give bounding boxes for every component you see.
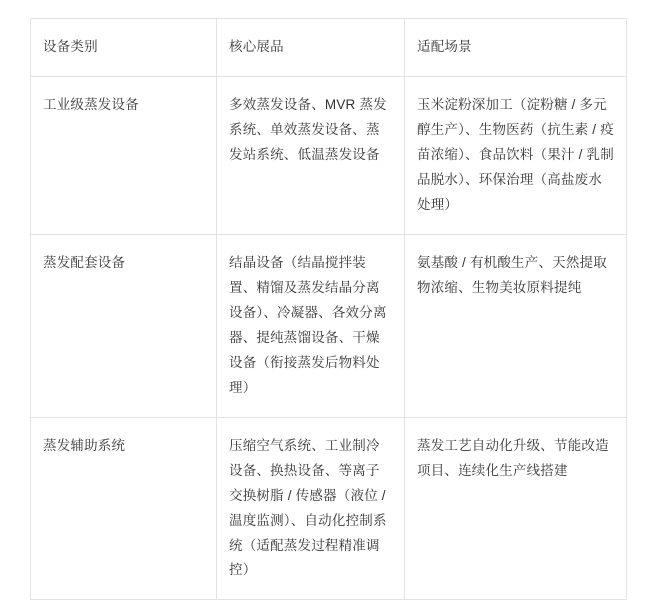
cell-scenarios: 氨基酸 / 有机酸生产、天然提取物浓缩、生物美妆原料提纯	[405, 234, 627, 417]
cell-products: 多效蒸发设备、MVR 蒸发系统、单效蒸发设备、蒸发站系统、低温蒸发设备	[217, 76, 405, 234]
column-header-category: 设备类别	[31, 19, 217, 77]
cell-products: 结晶设备（结晶搅拌装置、精馏及蒸发结晶分离设备）、冷凝器、各效分离器、提纯蒸馏设备、干燥设备（衔接蒸发后物料处理）	[217, 234, 405, 417]
column-header-products: 核心展品	[217, 19, 405, 77]
cell-scenarios: 玉米淀粉深加工（淀粉糖 / 多元醇生产）、生物医药（抗生素 / 疫苗浓缩）、食品饮料（果汁 / 乳制品脱水）、环保治理（高盐废水处理）	[405, 76, 627, 234]
equipment-spec-table	[30, 18, 627, 600]
table-row	[31, 417, 627, 600]
table-header	[31, 19, 627, 77]
cell-category: 蒸发配套设备	[31, 234, 217, 417]
table-body	[31, 76, 627, 599]
cell-category: 蒸发辅助系统	[31, 417, 217, 600]
cell-products: 压缩空气系统、工业制冷设备、换热设备、等离子交换树脂 / 传感器（液位 / 温度监测）、自动化控制系统（适配蒸发过程精准调控）	[217, 417, 405, 600]
cell-scenarios: 蒸发工艺自动化升级、节能改造项目、连续化生产线搭建	[405, 417, 627, 600]
table-row	[31, 234, 627, 417]
table-row	[31, 76, 627, 234]
table-header-row	[31, 19, 627, 77]
cell-category: 工业级蒸发设备	[31, 76, 217, 234]
column-header-scenarios: 适配场景	[405, 19, 627, 77]
